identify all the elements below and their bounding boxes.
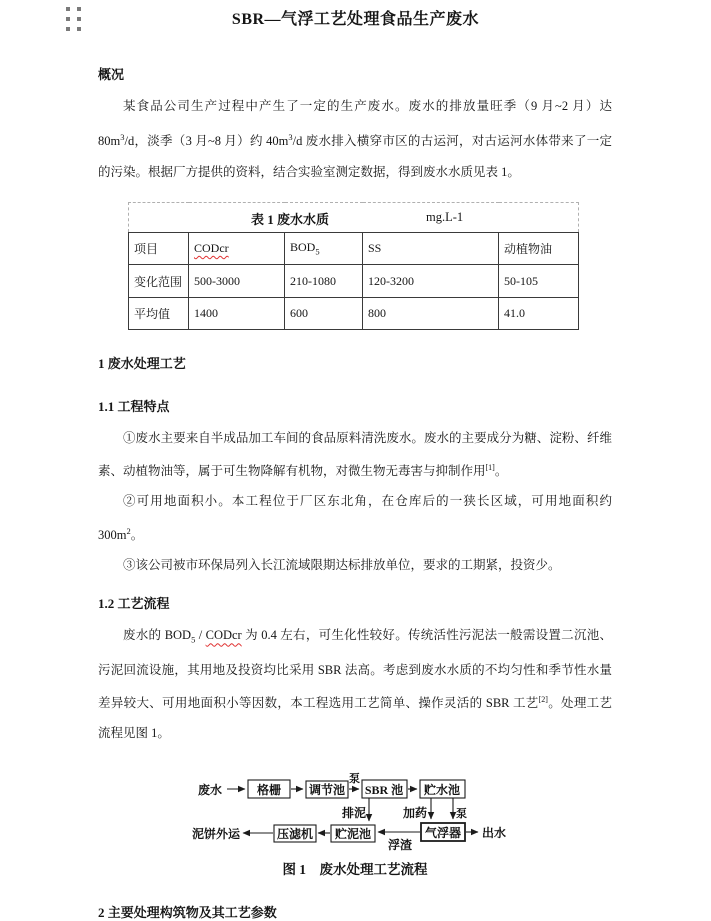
col-header-bod5 [285, 233, 363, 265]
label-scum: 浮渣 [388, 838, 413, 853]
dot [77, 7, 81, 11]
feature-paragraph-2 [98, 486, 612, 550]
cell-bod-range: 210-1080 [285, 265, 363, 298]
col-header-item: 项目 [129, 233, 189, 265]
figure1-caption: 图 1 废水处理工艺流程 [282, 862, 428, 878]
text-run: /d 废水排入横穿市区的古运河，对古运河水体带来了一定的污染。根据厂方提供的资料，结合实验室测定数据，得到废水水质见表 1。 [98, 134, 612, 180]
overview-paragraph [98, 91, 612, 188]
table1-unit: mg.L-1 [426, 210, 464, 225]
table-row-range [129, 265, 579, 298]
text-run: 某食品公司生产过程中产生了一定的生产废水。废水的排放量旺季（9 月~2 月）达 80m [98, 99, 612, 149]
section1-2-heading: 1.2 工艺流程 [98, 596, 170, 612]
text-run: 。 [130, 528, 144, 543]
drag-handle-icon[interactable] [66, 7, 81, 31]
cell-ss-avg: 800 [363, 298, 499, 330]
table1-caption-row [129, 203, 579, 233]
bod-subscript: 5 [191, 634, 196, 645]
label-influent: 废水 [198, 783, 223, 798]
dot [66, 17, 70, 21]
label-sludge-discharge: 排泥 [341, 806, 366, 821]
table1-wastewater-quality [128, 202, 579, 330]
label-filter-press: 压滤机 [276, 827, 314, 842]
process-paragraph [98, 620, 612, 748]
row-label: 平均值 [129, 298, 189, 330]
label-bar-screen: 格栅 [256, 783, 282, 798]
text-run: 。处理工艺流程见图 1。 [98, 696, 612, 741]
footnote-ref-2: [2] [538, 694, 548, 704]
table-row-average [129, 298, 579, 330]
process-flow-diagram [98, 762, 612, 856]
section1-heading: 1 废水处理工艺 [98, 356, 186, 372]
label-pump-top: 泵 [349, 773, 360, 786]
row-label: 变化范围 [129, 265, 189, 298]
codcr-label: CODcr [194, 241, 229, 256]
section2-heading: 2 主要处理构筑物及其工艺参数 [98, 905, 277, 921]
cell-oil-range: 50-105 [499, 265, 579, 298]
cell-bod-avg: 600 [285, 298, 363, 330]
text-run: 为 0.4 左右，可生化性较好。传统活性污泥法一般需设置二沉池、污泥回流设施，其用地及投资均比采用 SBR 法高。考虑到废水水质的不均匀性和季节性水量差异较大、可用地面积小等因数，本工程选用工艺简单、操作灵活的 SBR 工艺 [98, 628, 612, 711]
col-header-codcr [189, 233, 285, 265]
dot [77, 27, 81, 31]
bod-label: BOD [290, 240, 316, 255]
text-run: ②可用地面积小。本工程位于厂区东北角，在仓库后的一狭长区域，可用地面积约 300m [98, 494, 612, 543]
label-pump-right: 泵 [456, 808, 467, 821]
label-chemical-dosing: 加药 [402, 806, 427, 821]
dot [66, 7, 70, 11]
label-effluent: 出水 [482, 826, 507, 841]
dot [66, 27, 70, 31]
label-storage-tank: 贮水池 [423, 783, 461, 798]
bod-subscript: 5 [315, 246, 320, 257]
text-run: ①废水主要来自半成品加工车间的食品原料清洗废水。废水的主要成分为糖、淀粉、纤维素、动植物油等，属于可生物降解有机物，对微生物无毒害与抑制作用 [98, 431, 612, 479]
text-run: 。 [494, 464, 508, 479]
table1-caption: 表 1 废水水质 [251, 212, 330, 228]
feature-paragraph-3: ③该公司被市环保局列入长江流域限期达标排放单位，要求的工期紧，投资少。 [123, 558, 561, 573]
overview-heading: 概况 [98, 67, 125, 82]
label-sbr-tank: SBR 池 [364, 783, 404, 798]
label-sludge-cake: 泥饼外运 [192, 827, 241, 842]
col-header-oil: 动植物油 [499, 233, 579, 265]
doc-title: SBR—气浮工艺处理食品生产废水 [231, 11, 480, 28]
superscript: 3 [288, 132, 293, 142]
features-block [98, 423, 612, 580]
cell-ss-range: 120-3200 [363, 265, 499, 298]
doc-body [0, 64, 711, 921]
text-run: 废水的 BOD [123, 628, 192, 643]
cell-oil-avg: 41.0 [499, 298, 579, 330]
cell-cod-range: 500-3000 [189, 265, 285, 298]
table1-header-row [129, 233, 579, 265]
section1-1-heading: 1.1 工程特点 [98, 399, 170, 415]
superscript: 3 [120, 132, 125, 142]
label-sludge-tank: 贮泥池 [334, 827, 372, 842]
table1-caption-cell [129, 203, 579, 233]
footnote-ref-1: [1] [485, 463, 495, 473]
superscript: 2 [126, 526, 131, 537]
label-regulating-tank: 调节池 [308, 783, 346, 798]
dot [77, 17, 81, 21]
col-header-ss: SS [363, 233, 499, 265]
cell-cod-avg: 1400 [189, 298, 285, 330]
feature-paragraph-1 [98, 423, 612, 486]
codcr-label: CODcr [205, 628, 242, 643]
text-run: /d，淡季（3 月~8 月）约 40m [124, 134, 289, 149]
text-run: / [195, 628, 206, 643]
label-daf-unit: 气浮器 [424, 826, 462, 841]
